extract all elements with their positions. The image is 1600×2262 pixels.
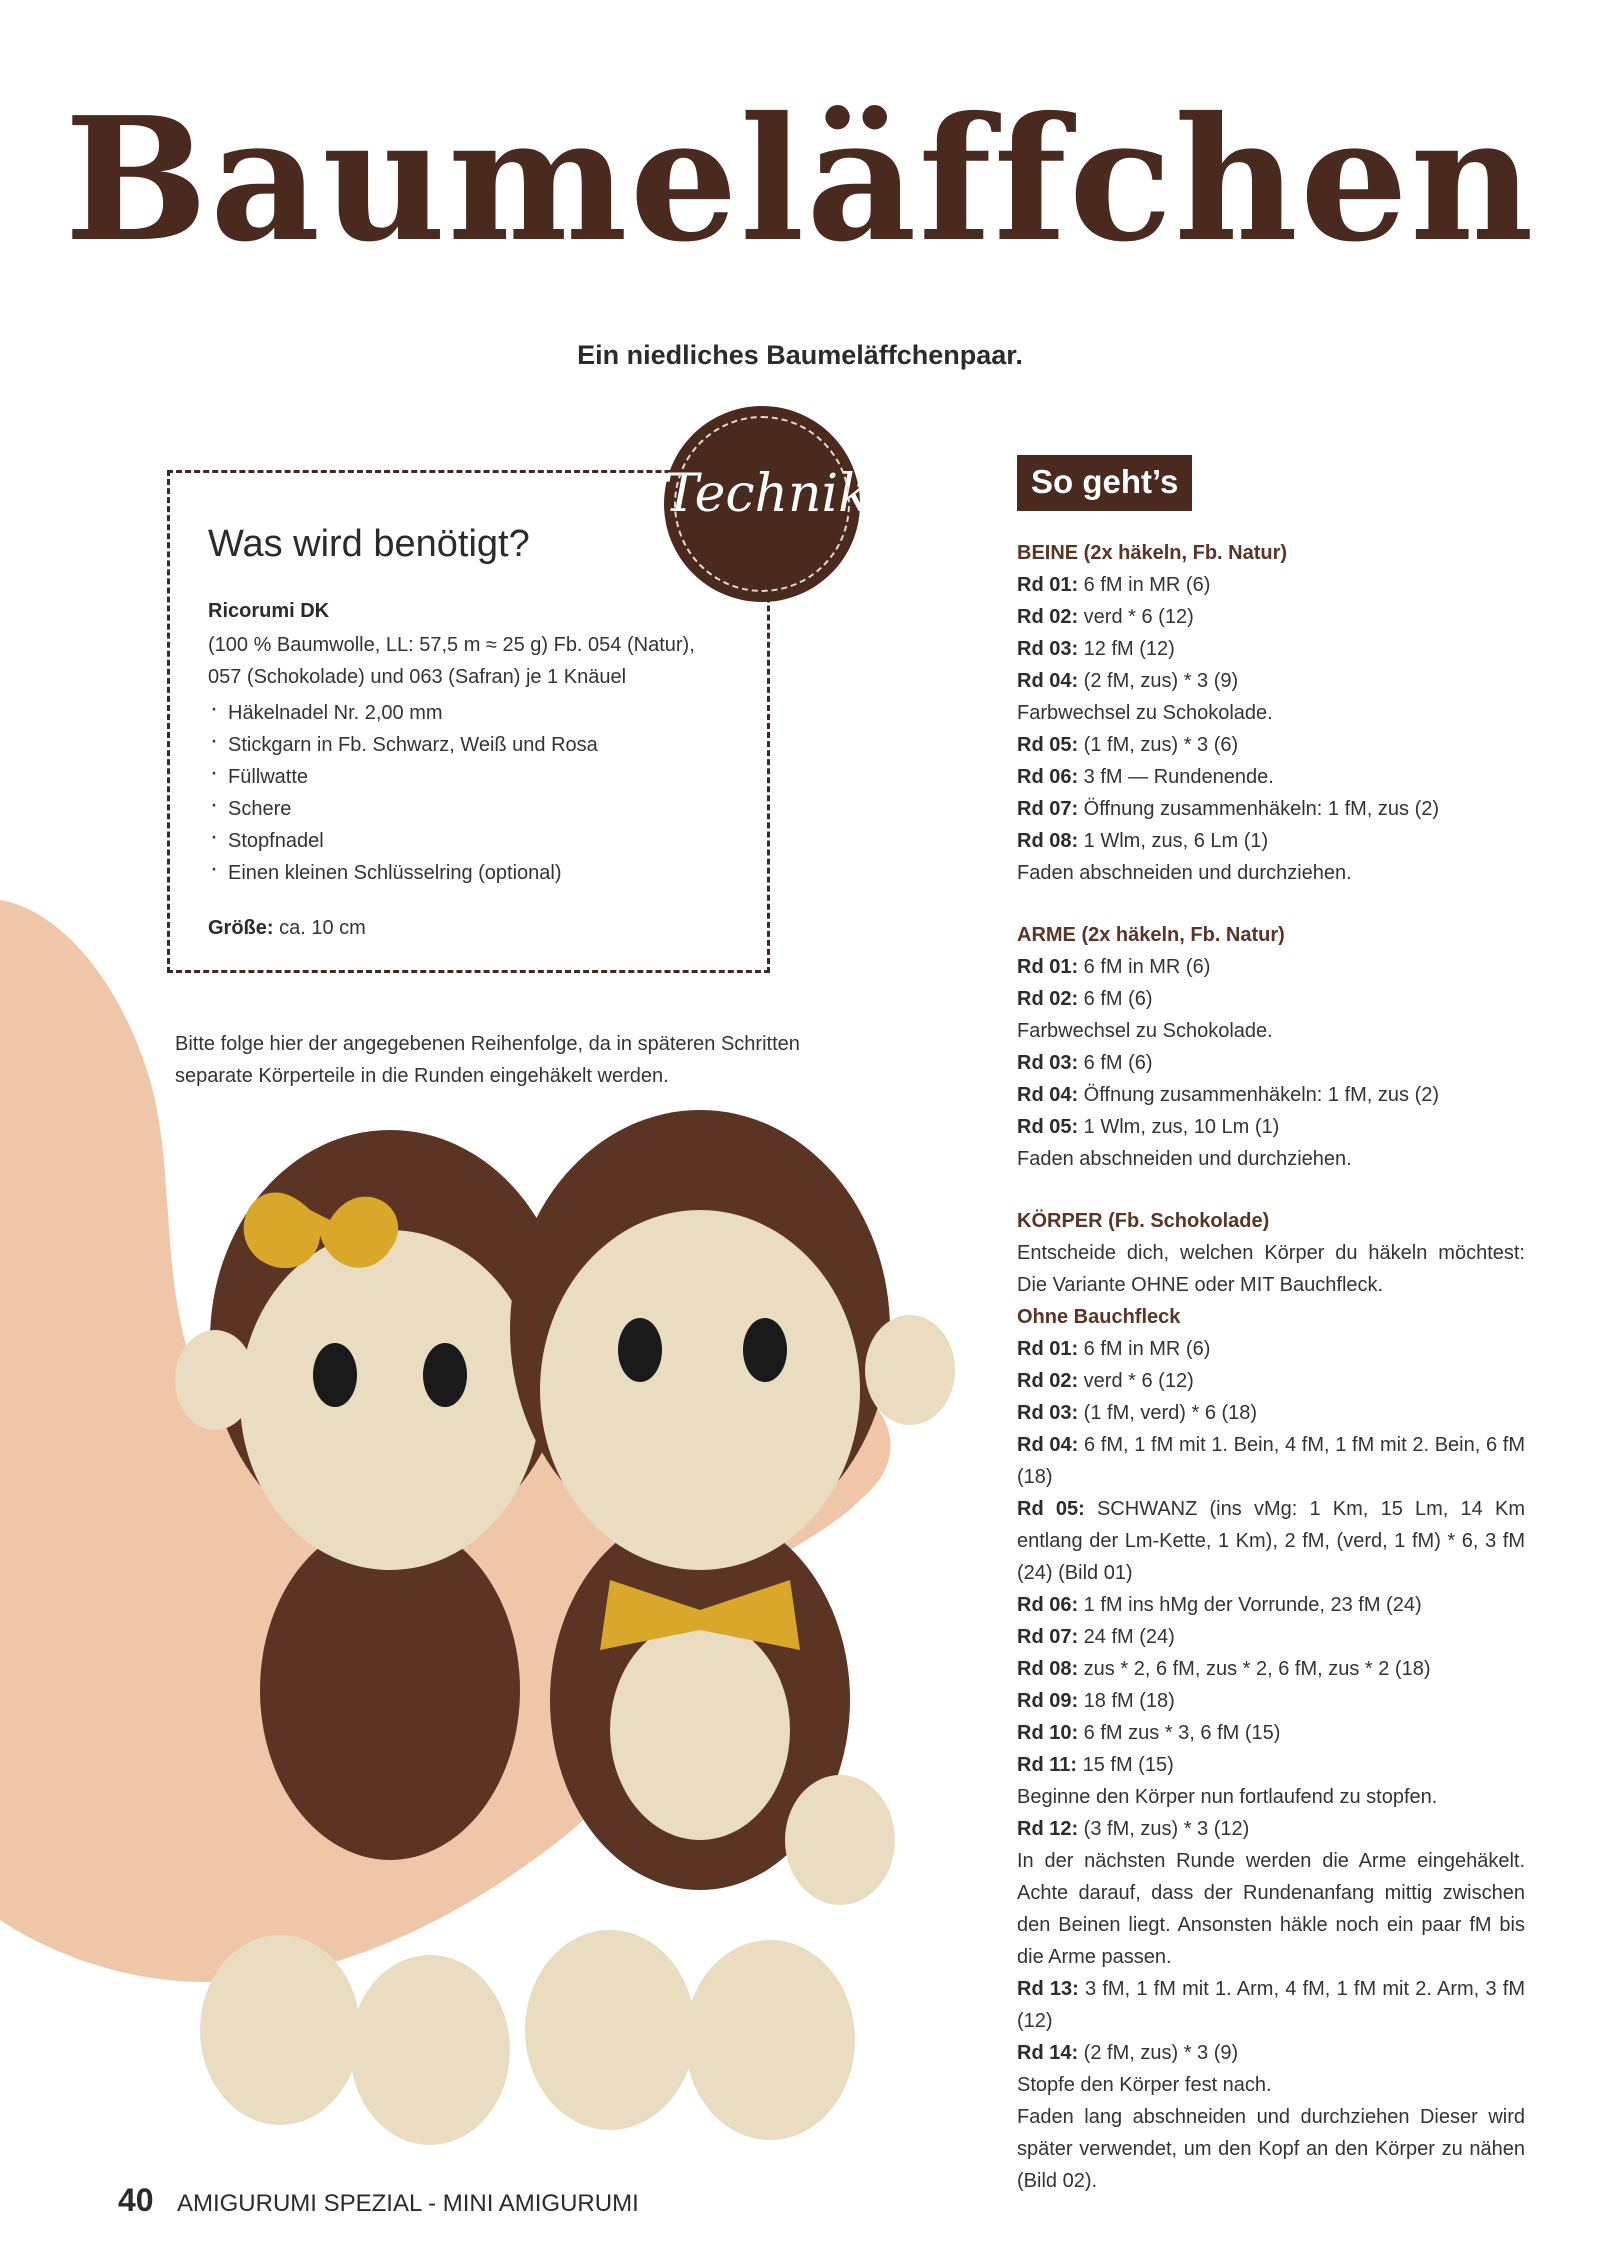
materials-heading: Was wird benötigt? — [208, 523, 530, 565]
round-text: Beginne den Körper nun fortlaufend zu stopfen. — [1017, 1786, 1438, 1808]
instruction-line — [1017, 951, 1525, 983]
round-label: Rd 04: — [1017, 1434, 1079, 1456]
round-text: 6 fM in MR (6) — [1078, 1338, 1211, 1360]
right-monkey-foot — [685, 1940, 855, 2140]
round-label: Rd 03: — [1017, 638, 1079, 660]
right-monkey-eye — [743, 1318, 787, 1382]
instruction-line — [1017, 1493, 1525, 1589]
instructions-column — [1017, 455, 1525, 2227]
instruction-line — [1017, 1653, 1525, 1685]
instruction-line — [1017, 1589, 1525, 1621]
section-title: ARME (2x häkeln, Fb. Natur) — [1017, 924, 1285, 946]
section-title: BEINE (2x häkeln, Fb. Natur) — [1017, 542, 1288, 564]
materials-item: · Stopfnadel — [208, 825, 729, 857]
round-text: zus * 2, 6 fM, zus * 2, 6 fM, zus * 2 (18) — [1078, 1658, 1431, 1680]
round-text: 3 fM — Rundenende. — [1078, 766, 1274, 788]
round-text: Farbwechsel zu Schokolade. — [1017, 1020, 1273, 1042]
technik-badge-text: Technik — [664, 464, 870, 524]
round-label: Rd 02: — [1017, 1370, 1079, 1392]
round-text: verd * 6 (12) — [1078, 606, 1194, 628]
round-text: verd * 6 (12) — [1078, 1370, 1194, 1392]
round-text: In der nächsten Runde werden die Arme eingehäkelt. Achte darauf, dass der Rundenanfang mittig zwischen den Beinen liegt. Ansonsten häkle noch ein paar fM bis die Arme passen. — [1017, 1850, 1525, 1968]
instruction-line — [1017, 1813, 1525, 1845]
materials-item: · Stickgarn in Fb. Schwarz, Weiß und Rosa — [208, 729, 729, 761]
round-text: 1 Wlm, zus, 6 Lm (1) — [1078, 830, 1269, 852]
left-monkey-eye — [313, 1343, 357, 1407]
round-text: 3 fM, 1 fM mit 1. Arm, 4 fM, 1 fM mit 2. Arm, 3 fM (12) — [1017, 1978, 1526, 2032]
left-monkey-ear — [175, 1330, 255, 1430]
instruction-line — [1017, 1429, 1525, 1493]
round-text: 24 fM (24) — [1078, 1626, 1175, 1648]
instruction-line — [1017, 1845, 1525, 1973]
round-text: Faden abschneiden und durchziehen. — [1017, 1148, 1352, 1170]
instruction-line — [1017, 761, 1525, 793]
left-monkey-eye — [423, 1343, 467, 1407]
instruction-section — [1017, 537, 1525, 889]
materials-item: · Füllwatte — [208, 761, 729, 793]
left-monkey-foot — [200, 1935, 360, 2125]
round-text: 1 fM ins hMg der Vorrunde, 23 fM (24) — [1078, 1594, 1422, 1616]
round-label: Rd 05: — [1017, 1498, 1085, 1520]
instruction-line — [1017, 1143, 1525, 1175]
materials-item: · Häkelnadel Nr. 2,00 mm — [208, 697, 729, 729]
instruction-line — [1017, 1365, 1525, 1397]
round-text: Faden lang abschneiden und durchziehen Dieser wird später verwendet, um den Kopf an den Körper zu nähen (Bild 02). — [1017, 2106, 1525, 2192]
round-text: 12 fM (12) — [1078, 638, 1175, 660]
technik-badge — [664, 406, 870, 602]
round-text: Öffnung zusammenhäkeln: 1 fM, zus (2) — [1078, 1084, 1440, 1106]
round-text: (3 fM, zus) * 3 (12) — [1078, 1818, 1250, 1840]
left-monkey-foot — [350, 1955, 510, 2145]
round-label: Rd 08: — [1017, 1658, 1079, 1680]
round-label: Rd 05: — [1017, 734, 1079, 756]
round-label: Rd 05: — [1017, 1116, 1079, 1138]
round-label: Rd 01: — [1017, 574, 1079, 596]
round-label: Rd 01: — [1017, 1338, 1079, 1360]
instruction-line — [1017, 2101, 1525, 2197]
size-value: ca. 10 cm — [279, 917, 366, 939]
instruction-line — [1017, 825, 1525, 857]
instruction-line — [1017, 1621, 1525, 1653]
instruction-line — [1017, 569, 1525, 601]
yarn-brand: Ricorumi DK — [208, 600, 330, 622]
round-label: Rd 03: — [1017, 1052, 1079, 1074]
round-text: 6 fM (6) — [1078, 1052, 1153, 1074]
section-title: KÖRPER (Fb. Schokolade) — [1017, 1210, 1270, 1232]
right-monkey-eye — [618, 1318, 662, 1382]
round-text: 6 fM in MR (6) — [1078, 956, 1211, 978]
instruction-line — [1017, 2069, 1525, 2101]
page-number: 40 — [118, 2182, 154, 2218]
round-text: (1 fM, zus) * 3 (6) — [1078, 734, 1239, 756]
instruction-line — [1017, 601, 1525, 633]
round-label: Rd 09: — [1017, 1690, 1079, 1712]
materials-item: · Schere — [208, 793, 729, 825]
instruction-line — [1017, 665, 1525, 697]
round-text: SCHWANZ (ins vMg: 1 Km, 15 Lm, 14 Km entlang der Lm-Kette, 1 Km), 2 fM, (verd, 1 fM) * 6, 3 fM (24) (Bild 01) — [1017, 1498, 1525, 1584]
instruction-line — [1017, 857, 1525, 889]
round-label: Rd 02: — [1017, 988, 1079, 1010]
right-monkey-face — [540, 1210, 860, 1570]
instruction-line — [1017, 1015, 1525, 1047]
round-text: (2 fM, zus) * 3 (9) — [1078, 670, 1239, 692]
instruction-section — [1017, 919, 1525, 1175]
instruction-line — [1017, 1749, 1525, 1781]
size-label: Größe: — [208, 917, 274, 939]
instruction-line — [1017, 1397, 1525, 1429]
materials-list — [208, 697, 729, 889]
round-text: 1 Wlm, zus, 10 Lm (1) — [1078, 1116, 1280, 1138]
materials-item: · Einen kleinen Schlüsselring (optional) — [208, 857, 729, 889]
left-monkey-body — [260, 1520, 520, 1860]
instructions-tag: So geht’s — [1017, 455, 1192, 511]
right-monkey-belly — [610, 1620, 790, 1840]
round-label: Rd 13: — [1017, 1978, 1079, 2000]
instruction-line — [1017, 1973, 1525, 2037]
round-label: Rd 10: — [1017, 1722, 1079, 1744]
right-monkey-foot — [525, 1930, 695, 2130]
instruction-line — [1017, 633, 1525, 665]
round-label: Rd 01: — [1017, 956, 1079, 978]
round-label: Rd 07: — [1017, 798, 1079, 820]
round-text: (1 fM, verd) * 6 (18) — [1078, 1402, 1258, 1424]
section-subtitle: Ohne Bauchfleck — [1017, 1306, 1181, 1328]
round-label: Rd 07: — [1017, 1626, 1079, 1648]
round-label: Rd 03: — [1017, 1402, 1079, 1424]
instructions-sections — [1017, 537, 1525, 2197]
round-text: 6 fM (6) — [1078, 988, 1153, 1010]
round-text: 15 fM (15) — [1077, 1754, 1174, 1776]
instruction-line — [1017, 1685, 1525, 1717]
round-text: (2 fM, zus) * 3 (9) — [1078, 2042, 1239, 2064]
instruction-line — [1017, 1079, 1525, 1111]
page-title: Baumeläffchen — [64, 80, 1536, 280]
yarn-description: (100 % Baumwolle, LL: 57,5 m ≈ 25 g) Fb. 054 (Natur), 057 (Schokolade) und 063 (Safran) je 1 Knäuel — [208, 634, 695, 688]
left-monkey-face — [240, 1230, 540, 1570]
instruction-section — [1017, 1205, 1525, 2197]
instruction-line — [1017, 729, 1525, 761]
order-note: Bitte folge hier der angegebenen Reihenfolge, da in späteren Schritten separate Körperteile in die Runden eingehäkelt werden. — [175, 1033, 800, 1087]
monkeys-photo — [0, 900, 960, 2200]
round-text: 6 fM in MR (6) — [1078, 574, 1211, 596]
instruction-line — [1017, 793, 1525, 825]
right-monkey-ear — [865, 1315, 955, 1425]
round-label: Rd 06: — [1017, 1594, 1079, 1616]
round-text: Stopfe den Körper fest nach. — [1017, 2074, 1272, 2096]
round-text: Faden abschneiden und durchziehen. — [1017, 862, 1352, 884]
page-footer — [118, 2182, 639, 2219]
round-label: Rd 04: — [1017, 670, 1079, 692]
round-text: 18 fM (18) — [1078, 1690, 1175, 1712]
round-text: Entscheide dich, welchen Körper du häkeln möchtest: Die Variante OHNE oder MIT Bauchfleck. — [1017, 1242, 1525, 1296]
page-subtitle: Ein niedliches Baumeläffchenpaar. — [577, 340, 1023, 370]
instruction-line — [1017, 1047, 1525, 1079]
round-label: Rd 11: — [1017, 1754, 1078, 1776]
round-label: Rd 08: — [1017, 830, 1079, 852]
round-label: Rd 12: — [1017, 1818, 1079, 1840]
instruction-line — [1017, 1717, 1525, 1749]
round-label: Rd 02: — [1017, 606, 1079, 628]
instruction-line — [1017, 983, 1525, 1015]
round-label: Rd 04: — [1017, 1084, 1079, 1106]
instruction-line — [1017, 2037, 1525, 2069]
round-text: 6 fM, 1 fM mit 1. Bein, 4 fM, 1 fM mit 2. Bein, 6 fM (18) — [1017, 1434, 1525, 1488]
instruction-line — [1017, 1333, 1525, 1365]
round-label: Rd 14: — [1017, 2042, 1079, 2064]
round-text: Öffnung zusammenhäkeln: 1 fM, zus (2) — [1078, 798, 1440, 820]
instruction-line — [1017, 1781, 1525, 1813]
round-text: 6 fM zus * 3, 6 fM (15) — [1078, 1722, 1281, 1744]
instruction-line — [1017, 697, 1525, 729]
round-text: Farbwechsel zu Schokolade. — [1017, 702, 1273, 724]
instruction-line — [1017, 1237, 1525, 1301]
right-monkey-hand — [785, 1775, 895, 1905]
instruction-line — [1017, 1111, 1525, 1143]
round-label: Rd 06: — [1017, 766, 1079, 788]
magazine-name: AMIGURUMI SPEZIAL - MINI AMIGURUMI — [176, 2190, 639, 2217]
